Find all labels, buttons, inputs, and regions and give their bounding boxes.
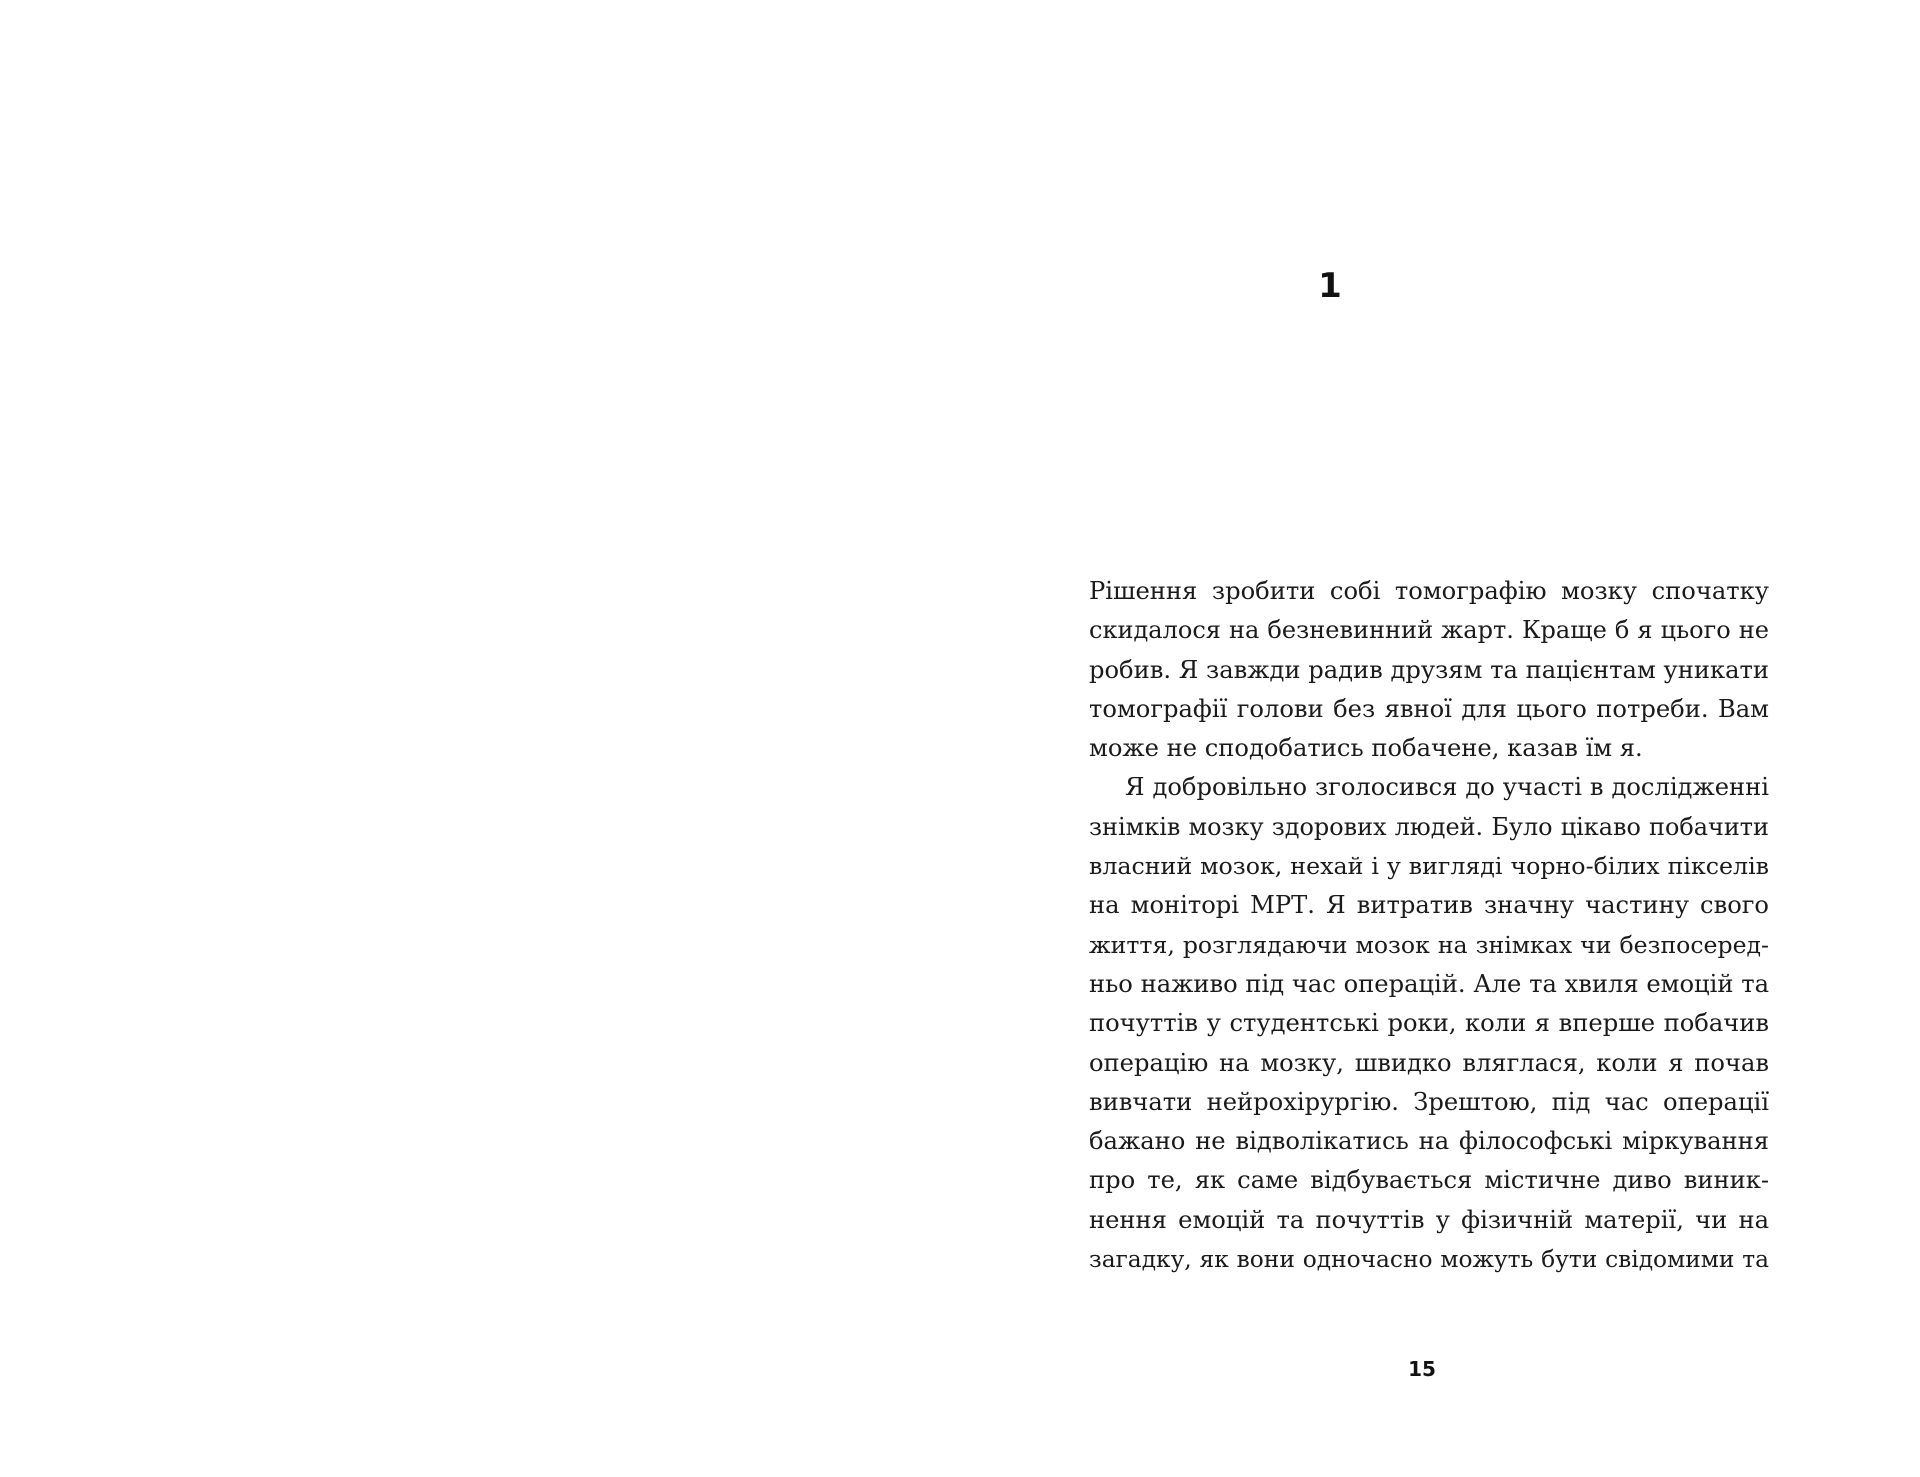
text-line: операцію на мозку, швидко вляглася, коли я почав (1089, 1048, 1769, 1077)
text-line: про те, як саме відбувається містичне диво виник- (1089, 1166, 1769, 1195)
text-line: томографії голови без явної для цього потреби. Вам (1089, 694, 1769, 723)
text-line: вивчати нейрохірургію. Зрештою, під час операції (1089, 1087, 1769, 1116)
body-text (1089, 572, 1769, 1279)
text-line: почуттів у студентські роки, коли я вперше побачив (1089, 1009, 1769, 1038)
text-line: на моніторі МРТ. Я витратив значну частину свого (1089, 891, 1769, 920)
text-line: нення емоцій та почуттів у фізичній матерії, чи на (1089, 1205, 1769, 1234)
text-line: загадку, як вони одночасно можуть бути свідомими та (1089, 1246, 1769, 1274)
text-line: Рішення зробити собі томографію мозку спочатку (1089, 577, 1769, 605)
text-line: Я добровільно зголосився до участі в дослідженні (1125, 773, 1769, 802)
text-line: знімків мозку здорових людей. Було цікаво побачити (1089, 812, 1769, 841)
text-line: може не сподобатись побачене, казав їм я. (1089, 734, 1643, 763)
text-line: скидалося на безневинний жарт. Краще б я цього не (1089, 616, 1769, 645)
text-line: ньо наживо під час операцій. Але та хвиля емоцій та (1089, 969, 1769, 998)
text-line: робив. Я завжди радив друзям та пацієнтам уникати (1089, 655, 1769, 684)
text-line: життя, розглядаючи мозок на знімках чи безпосеред- (1089, 930, 1769, 959)
chapter-number: 1 (1318, 266, 1342, 306)
page-number: 15 (1408, 1357, 1436, 1381)
text-line: бажано не відволікатись на філософські міркування (1089, 1127, 1769, 1156)
text-line: власний мозок, нехай і у вигляді чорно-білих пікселів (1089, 852, 1769, 881)
